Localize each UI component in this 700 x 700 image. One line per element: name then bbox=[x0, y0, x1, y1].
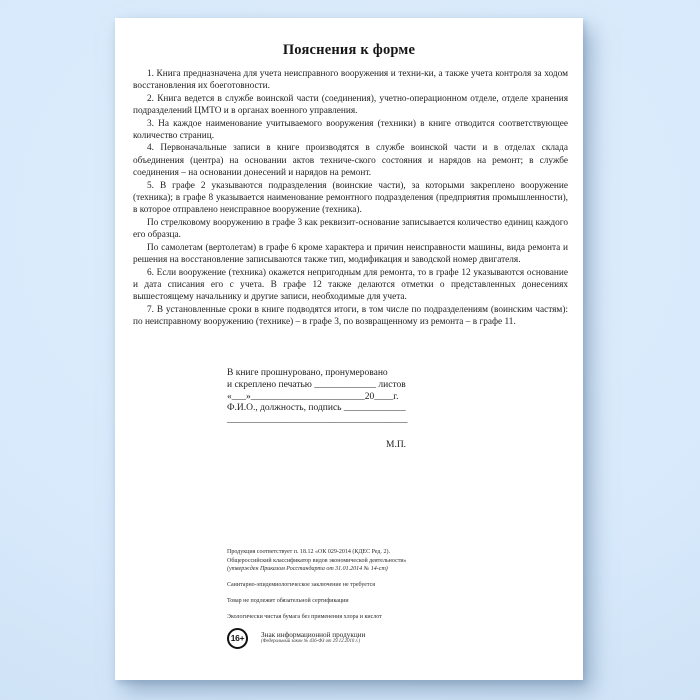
stamp-place-label: М.П. bbox=[386, 440, 407, 450]
classifier-note: Продукция соответствует п. 18.12 «ОК 029-2014 (КДЕС Ред. 2). bbox=[227, 549, 390, 555]
paragraph-5-aircraft: По самолетам (вертолетам) в графе 6 кроме характера и причин неисправности машины, вида ремонта и решения на восстановление записываются также тип, модификация и заводской номер двигателя. bbox=[133, 242, 568, 266]
page-title: Пояснения к форме bbox=[282, 42, 416, 58]
binding-line-date: «___»________________________20____г. bbox=[227, 391, 399, 402]
document-page bbox=[115, 18, 583, 680]
info-product-sign-law: (Федеральный закон № 436-ФЗ от 29.12.2010 г.) bbox=[261, 639, 361, 645]
binding-line: В книге прошнуровано, пронумеровано bbox=[227, 368, 388, 378]
binding-line: и скреплено печатью _____________ листов bbox=[227, 379, 406, 390]
info-product-sign-label: Знак информационной продукции bbox=[261, 631, 366, 640]
paragraph-5-small-arms: По стрелковому вооружению в графе 3 как реквизит-основание записывается количество единиц каждого его образца. bbox=[133, 217, 568, 241]
classifier-approval-note: (утвержден Приказом Росстандарта от 31.01.2014 № 14-ст) bbox=[227, 566, 388, 573]
paragraph-1: 1. Книга предназначена для учета неисправного вооружения и техни-ки, а также учета контроля за ходом восстановления их боеготовности. bbox=[133, 69, 568, 92]
explanations-text bbox=[133, 68, 568, 329]
certification-note: Товар не подлежит обязательной сертификации bbox=[227, 598, 349, 605]
sanitary-note: Санитарно-эпидемиологическое заключение не требуется bbox=[227, 582, 376, 589]
age-rating-row bbox=[227, 628, 457, 649]
info-product-sign bbox=[261, 631, 365, 646]
age-rating-16plus-icon: 16+ bbox=[227, 628, 248, 649]
binding-record-block bbox=[227, 368, 432, 427]
eco-paper-note: Экологически чистая бумага без применения хлора и кислот bbox=[227, 614, 382, 621]
classifier-note: Общероссийский классификатор видов экономической деятельности» bbox=[227, 557, 407, 564]
paragraph-6: 6. Если вооружение (техника) окажется непригодным для ремонта, то в графе 12 указываются основание и дата списания его с учета. В графе 12 также делаются отметки о представленных донесениях вышестоящему начальнику и другие записи, необходимые для учета. bbox=[133, 267, 568, 303]
paragraph-5: 5. В графе 2 указываются подразделения (воинские части), за которыми закреплено вооружение (техника); в графе 8 указывается наименование ремонтного подразделения (предприятия промышленности), в которое отправлено неисправное вооружение (техника). bbox=[133, 180, 568, 216]
paragraph-7: 7. В установленные сроки в книге подводятся итоги, в том числе по подразделениям (воинским частям): по неисправному вооружению (технике) – в графе 3, по возвращенному из ремонта – в графе 11. bbox=[133, 304, 568, 328]
paragraph-2: 2. Книга ведется в службе воинской части (соединения), учетно-операционном отделе, отделе хранения подразделений ЦМТО и в органах военного управления. bbox=[133, 93, 568, 117]
paragraph-4: 4. Первоначальные записи в книге производятся в службе воинской части и в отделах склада объединения (центра) на основании актов техниче-ского состояния и нарядов на ремонт; в службе соединения – на основании донесений и нарядов на ремонт. bbox=[133, 143, 568, 179]
binding-line-signature: Ф.И.О., должность, подпись _____________ bbox=[227, 403, 406, 414]
binding-line-blank: ______________________________________ bbox=[227, 415, 408, 426]
legal-info-block bbox=[227, 548, 457, 649]
paragraph-3: 3. На каждое наименование учитываемого вооружения (техники) в книге отводится соответствующее количество страниц. bbox=[133, 118, 568, 142]
